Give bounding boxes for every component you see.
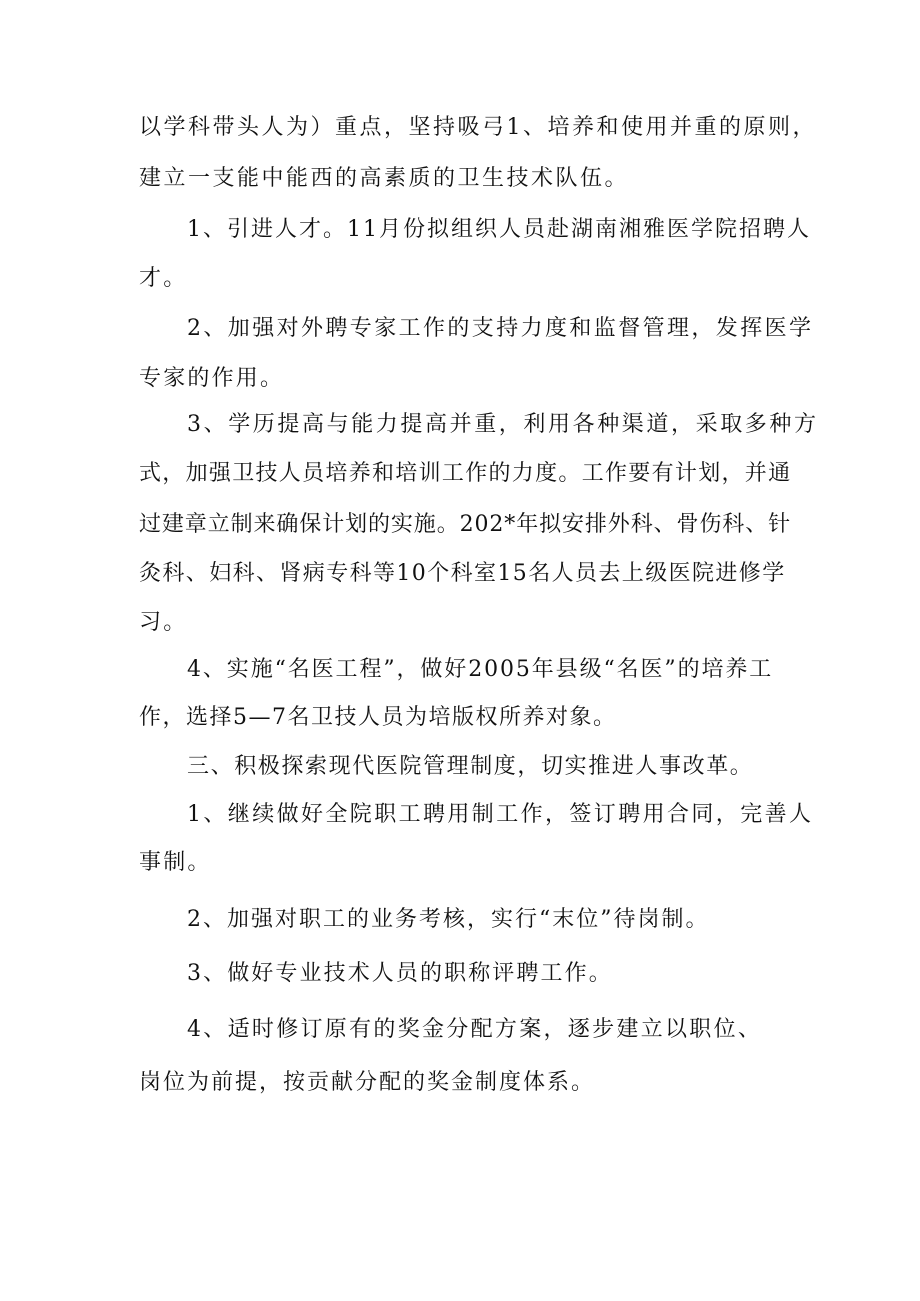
text-line: 2、加强对职工的业务考核，实行“末位”待岗制。 bbox=[187, 907, 710, 932]
text-line: 3、做好专业技术人员的职称评聘工作。 bbox=[187, 961, 613, 986]
text-line: 作，选择5—7名卫技人员为培版权所养对象。 bbox=[139, 705, 617, 730]
text-line: 1、继续做好全院职工聘用制工作，签订聘用合同，完善人 bbox=[187, 802, 814, 827]
text-line: 过建章立制来确保计划的实施。202*年拟安排外科、骨伤科、针 bbox=[139, 512, 791, 537]
text-line: 2、加强对外聘专家工作的支持力度和监督管理，发挥医学 bbox=[187, 316, 814, 341]
text-line: 3、学历提高与能力提高并重，利用各种渠道，采取多种方 bbox=[187, 412, 819, 437]
text-line: 灸科、妇科、肾病专科等10个科室15名人员去上级医院进修学 bbox=[139, 561, 786, 586]
text-line: 专家的作用。 bbox=[139, 366, 285, 391]
text-line: 岗位为前提，按贡献分配的奖金制度体系。 bbox=[139, 1070, 596, 1095]
text-line: 建立一支能中能西的高素质的卫生技术队伍。 bbox=[139, 166, 630, 191]
text-line: 4、适时修订原有的奖金分配方案，逐步建立以职位、 bbox=[187, 1017, 763, 1042]
text-line: 1、引进人才。11月份拟组织人员赴湖南湘雅医学院招聘人 bbox=[187, 217, 811, 242]
text-line: 才。 bbox=[139, 266, 188, 291]
text-line: 式，加强卫技人员培养和培训工作的力度。工作要有计划，并通 bbox=[139, 461, 792, 486]
text-line: 4、实施“名医工程”，做好2005年县级“名医”的培养工 bbox=[187, 657, 774, 682]
section-heading: 三、积极探索现代医院管理制度，切实推进人事改革。 bbox=[187, 754, 754, 779]
text-line: 习。 bbox=[139, 610, 188, 635]
text-line: 以学科带头人为）重点，坚持吸弓1、培养和使用并重的原则， bbox=[139, 115, 817, 140]
text-line: 事制。 bbox=[139, 850, 212, 875]
